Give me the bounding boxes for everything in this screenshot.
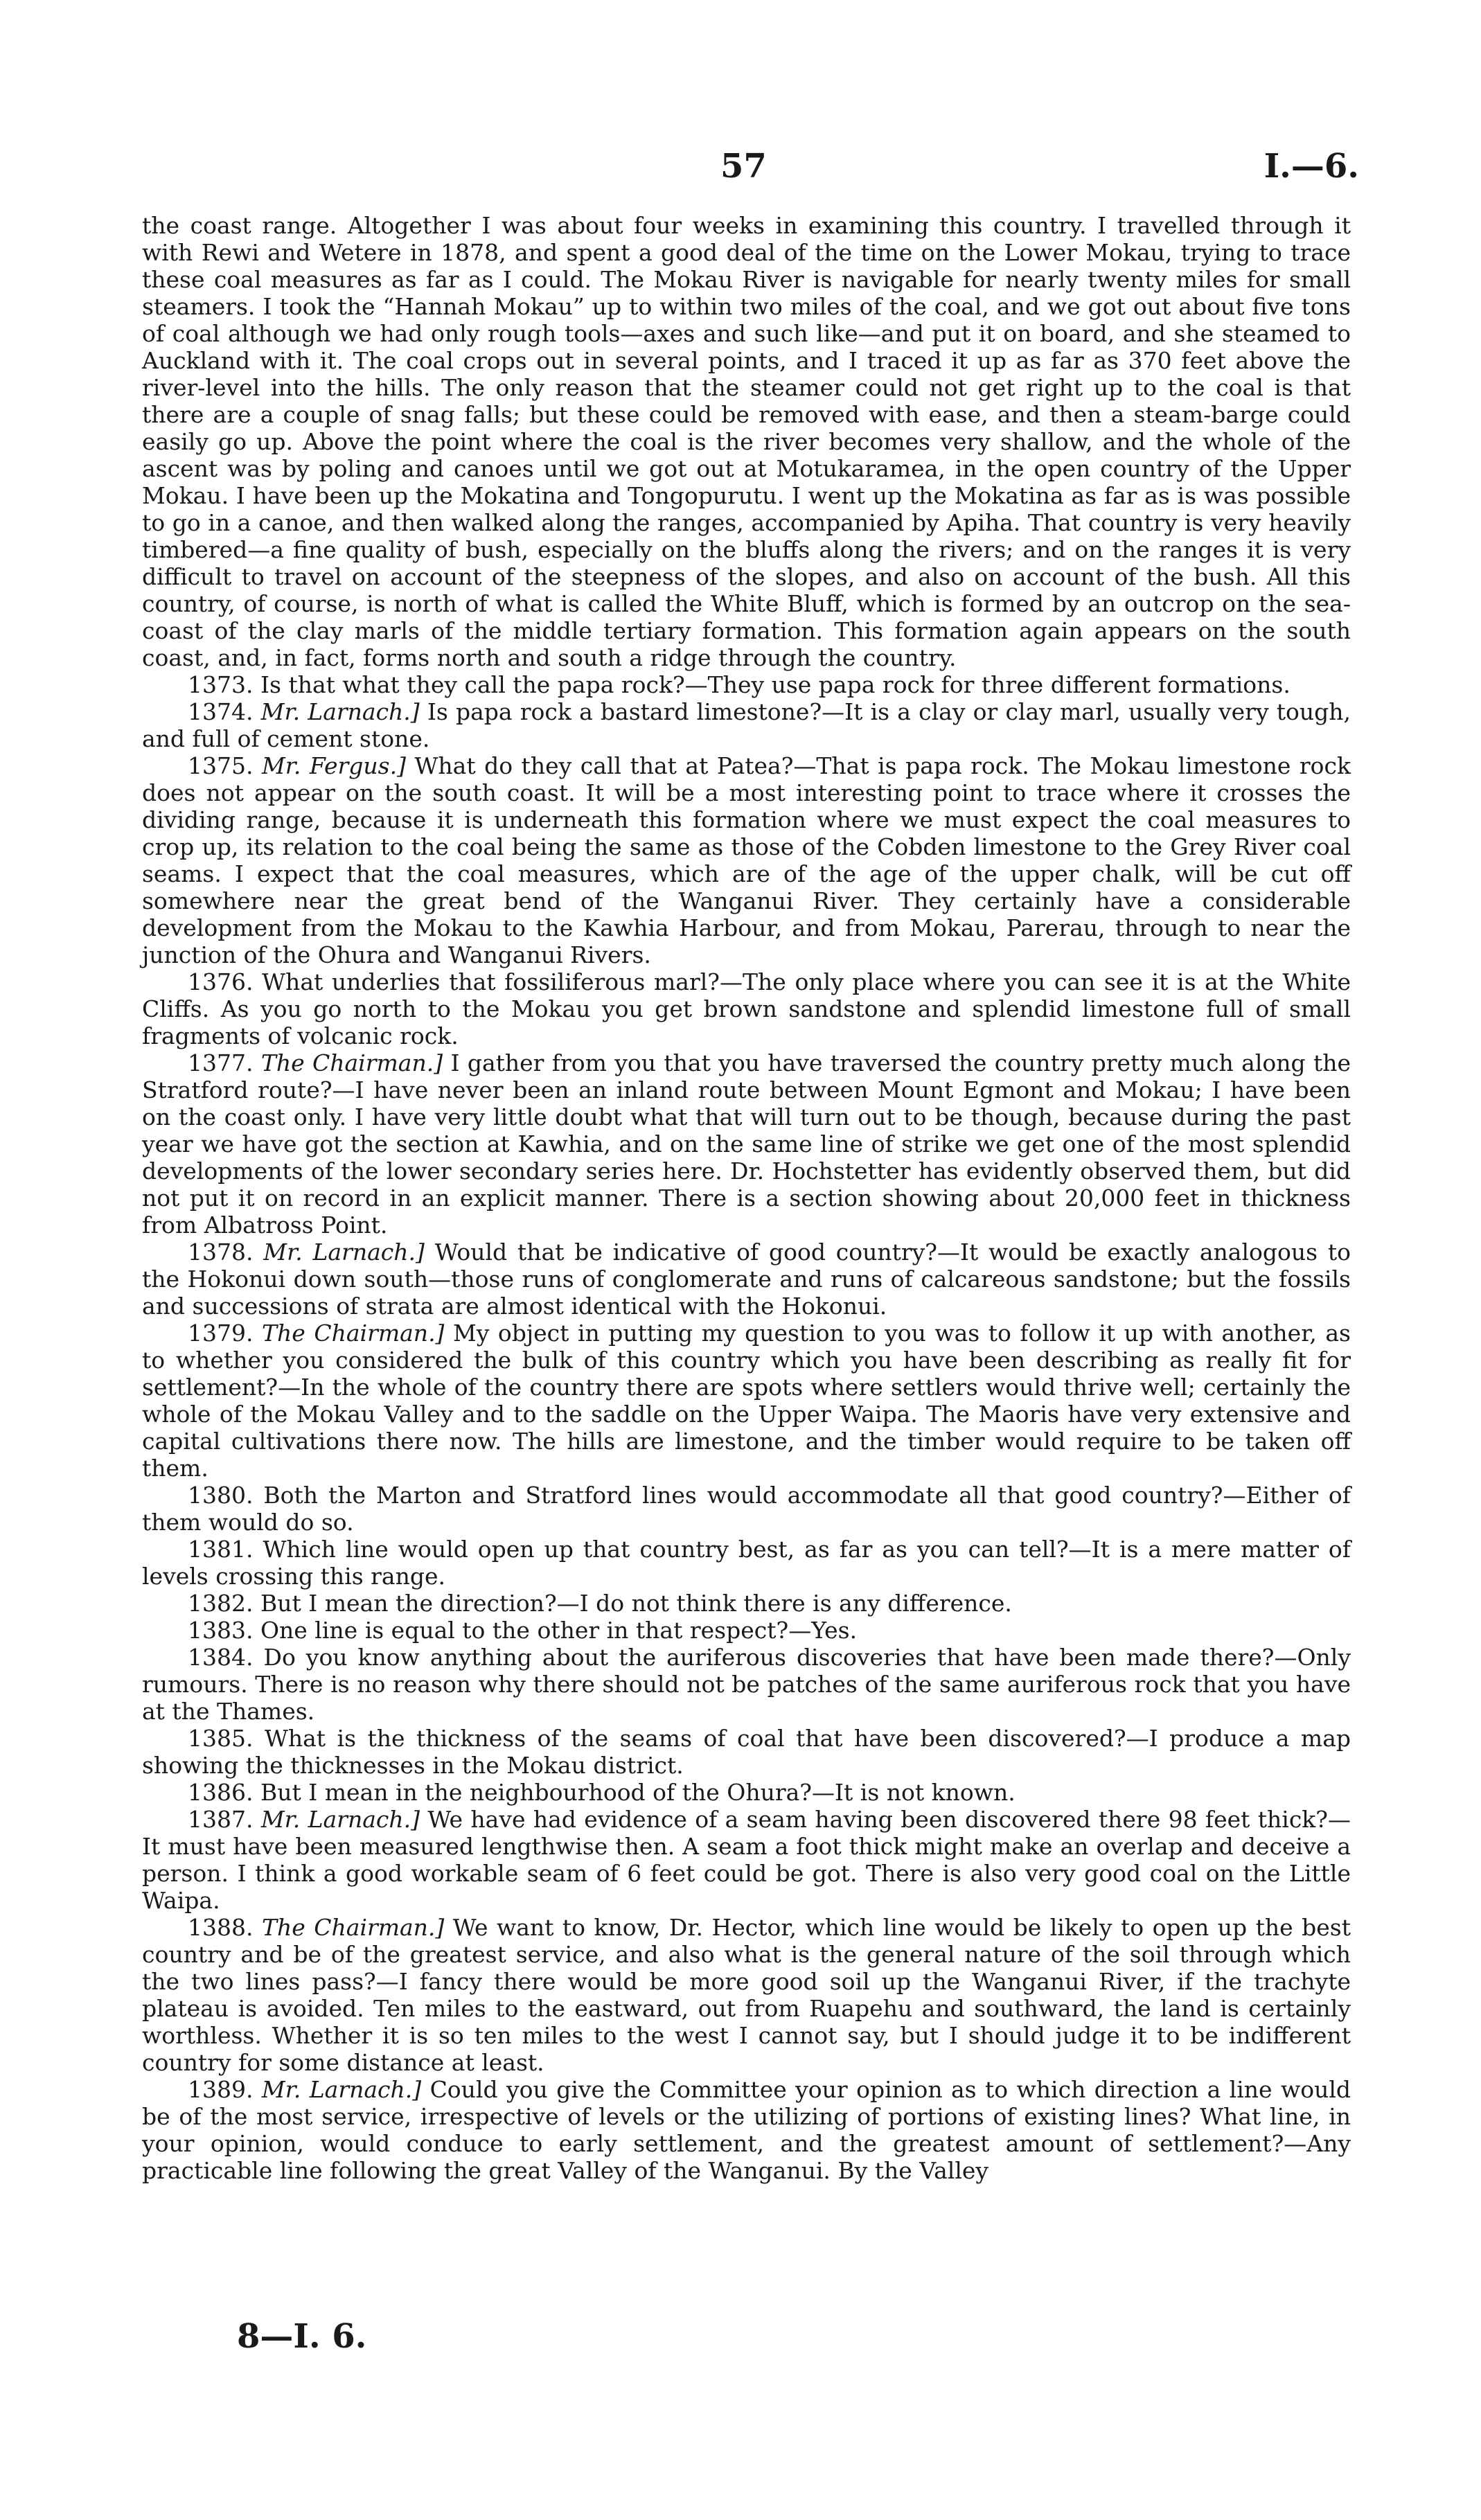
question-text: Both the Marton and Stratford lines would accommodate all that good country?—Either of them would do so. xyxy=(142,1482,1351,1536)
question-text: Could you give the Committee your opinion as to which direction a line would be of the most service, irrespective of levels or the utilizing of portions of existing lines? What line, in your opinion, would conduce to early settlement, and the greatest amount of settlement?—Any practicable line following the great Valley of the Wanganui. By the Valley xyxy=(142,2076,1351,2184)
speaker: The Chairman.] xyxy=(262,1320,445,1347)
paragraph-intro xyxy=(142,212,1351,671)
question-number: 1373. xyxy=(188,671,254,698)
question-text: What is the thickness of the seams of coal that have been discovered?—I produce a map showing the thicknesses in the Mokau district. xyxy=(142,1725,1351,1779)
speaker: Mr. Larnach.] xyxy=(260,1806,420,1833)
question-1389 xyxy=(142,2076,1351,2184)
question-1381 xyxy=(142,1536,1351,1590)
question-text: We want to know, Dr. Hector, which line would be likely to open up the best country and be of the greatest service, and also what is the general nature of the soil through which the two lines pass?—I fancy there would be more good soil up the Wanganui River, if the trachyte plateau is avoided. Ten miles to the eastward, out from Ruapehu and southward, the land is certainly worthless. Whether it is so ten miles to the west I cannot say, but I should judge it to be indifferent country for some distance at least. xyxy=(142,1914,1351,2076)
question-1377 xyxy=(142,1049,1351,1239)
question-1385 xyxy=(142,1725,1351,1779)
question-1388 xyxy=(142,1914,1351,2076)
question-text: But I mean in the neighbourhood of the Ohura?—It is not known. xyxy=(260,1779,1016,1806)
speaker: The Chairman.] xyxy=(261,1914,445,1941)
question-1383 xyxy=(142,1617,1351,1644)
signature-mark: 8—I. 6. xyxy=(237,2317,367,2356)
question-text: One line is equal to the other in that respect?—Yes. xyxy=(260,1617,858,1644)
question-number: 1377. xyxy=(188,1049,254,1076)
question-1387 xyxy=(142,1806,1351,1914)
question-text: What underlies that fossiliferous marl?—The only place where you can see it is at the White Cliffs. As you go north to the Mokau you get brown sandstone and splendid limestone full of small fragments of volcanic rock. xyxy=(142,968,1351,1049)
question-number: 1383. xyxy=(188,1617,254,1644)
question-number: 1382. xyxy=(188,1590,254,1617)
question-number: 1388. xyxy=(188,1914,254,1941)
paragraph-text: the coast range. Altogether I was about four weeks in examining this country. I travelled through it with Rewi and Wetere in 1878, and spent a good deal of the time on the Lower Mokau, trying to trace these coal measures as far as I could. The Mokau River is navigable for nearly twenty miles for small steamers. I took the “Hannah Mokau” up to within two miles of the coal, and we got out about five tons of coal although we had only rough tools—axes and such like—and put it on board, and she steamed to Auckland with it. The coal crops out in several points, and I traced it up as far as 370 feet above the river-level into the hills. The only reason that the steamer could not get right up to the coal is that there are a couple of snag falls; but these could be removed with ease, and then a steam-barge could easily go up. Above the point where the coal is the river becomes very shallow, and the whole of the ascent was by poling and canoes until we got out at Motukaramea, in the open country of the Upper Mokau. I have been up the Mokatina and Tongopurutu. I went up the Mokatina as far as is was possible to go in a canoe, and then walked along the ranges, accompanied by Apiha. That country is very heavily timbered—a fine quality of bush, especially on the bluffs along the rivers; and on the ranges it is very difficult to travel on account of the steepness of the slopes, and also on account of the bush. All this country, of course, is north of what is called the White Bluff, which is formed by an outcrop on the sea-coast of the clay marls of the middle tertiary formation. This formation again appears on the south coast, and, in fact, forms north and south a ridge through the country. xyxy=(142,212,1351,671)
question-1373 xyxy=(142,671,1351,698)
question-number: 1385. xyxy=(188,1725,254,1752)
question-text: Do you know anything about the auriferous discoveries that have been made there?—Only rumours. There is no reason why there should not be patches of the same auriferous rock that you have at the Thames. xyxy=(142,1644,1351,1725)
question-number: 1376. xyxy=(188,968,254,995)
body-text xyxy=(142,212,1351,2184)
question-text: Is papa rock a bastard limestone?—It is a clay or clay marl, usually very tough, and full of cement stone. xyxy=(142,698,1351,752)
question-number: 1381. xyxy=(188,1536,254,1563)
question-number: 1386. xyxy=(188,1779,254,1806)
question-text: Would that be indicative of good country?—It would be exactly analogous to the Hokonui down south—those runs of conglomerate and runs of calcareous sandstone; but the fossils and successions of strata are almost identical with the Hokonui. xyxy=(142,1239,1351,1320)
question-text: I gather from you that you have traversed the country pretty much along the Stratford route?—I have never been an inland route between Mount Egmont and Mokau; I have been on the coast only. I have very little doubt what that will turn out to be though, because during the past year we have got the section at Kawhia, and on the same line of strike we get one of the most splendid developments of the lower secondary series here. Dr. Hochstetter has evidently observed them, but did not put it on record in an explicit manner. There is a section showing about 20,000 feet in thickness from Albatross Point. xyxy=(142,1049,1351,1239)
question-text: Is that what they call the papa rock?—They use papa rock for three different formations. xyxy=(260,671,1291,698)
question-text: My object in putting my question to you was to follow it up with another, as to whether you considered the bulk of this country which you have been describing as really fit for settlement?—In the whole of the country there are spots where settlers would thrive well; certainly the whole of the Mokau Valley and to the saddle on the Upper Waipa. The Maoris have very extensive and capital cultivations there now. The hills are limestone, and the timber would require to be taken off them. xyxy=(142,1320,1351,1482)
question-number: 1374. xyxy=(188,698,254,725)
question-text: Which line would open up that country best, as far as you can tell?—It is a mere matter of levels crossing this range. xyxy=(142,1536,1351,1590)
question-1380 xyxy=(142,1482,1351,1536)
page-number: 57 xyxy=(720,147,767,186)
question-number: 1375. xyxy=(188,752,254,779)
question-1382 xyxy=(142,1590,1351,1617)
question-text: What do they call that at Patea?—That is papa rock. The Mokau limestone rock does not appear on the south coast. It will be a most interesting point to trace where it crosses the dividing range, because it is underneath this formation where we must expect the coal measures to crop up, its relation to the coal being the same as those of the Cobden limestone to the Grey River coal seams. I expect that the coal measures, which are of the age of the upper chalk, will be cut off somewhere near the great bend of the Wanganui River. They certainly have a considerable development from the Mokau to the Kawhia Harbour, and from Mokau, Parerau, through to near the junction of the Ohura and Wanganui Rivers. xyxy=(142,752,1351,968)
question-number: 1380. xyxy=(188,1482,254,1509)
speaker: Mr. Larnach.] xyxy=(260,698,420,725)
question-number: 1387. xyxy=(188,1806,254,1833)
question-number: 1378. xyxy=(188,1239,254,1266)
question-1386 xyxy=(142,1779,1351,1806)
speaker: The Chairman.] xyxy=(260,1049,443,1076)
question-1375 xyxy=(142,752,1351,968)
question-text: But I mean the direction?—I do not think there is any difference. xyxy=(260,1590,1012,1617)
document-reference: I.—6. xyxy=(1263,147,1359,186)
speaker: Mr. Fergus.] xyxy=(261,752,406,779)
speaker: Mr. Larnach.] xyxy=(263,1239,425,1266)
question-1376 xyxy=(142,968,1351,1049)
question-number: 1389. xyxy=(188,2076,254,2103)
question-number: 1379. xyxy=(188,1320,254,1347)
question-text: We have had evidence of a seam having been discovered there 98 feet thick?—It must have been measured lengthwise then. A seam a foot thick might make an overlap and deceive a person. I think a good workable seam of 6 feet could be got. There is also very good coal on the Little Waipa. xyxy=(142,1806,1351,1914)
question-1379 xyxy=(142,1320,1351,1482)
question-1384 xyxy=(142,1644,1351,1725)
question-number: 1384. xyxy=(188,1644,254,1671)
question-1378 xyxy=(142,1239,1351,1320)
question-1374 xyxy=(142,698,1351,752)
speaker: Mr. Larnach.] xyxy=(261,2076,422,2103)
